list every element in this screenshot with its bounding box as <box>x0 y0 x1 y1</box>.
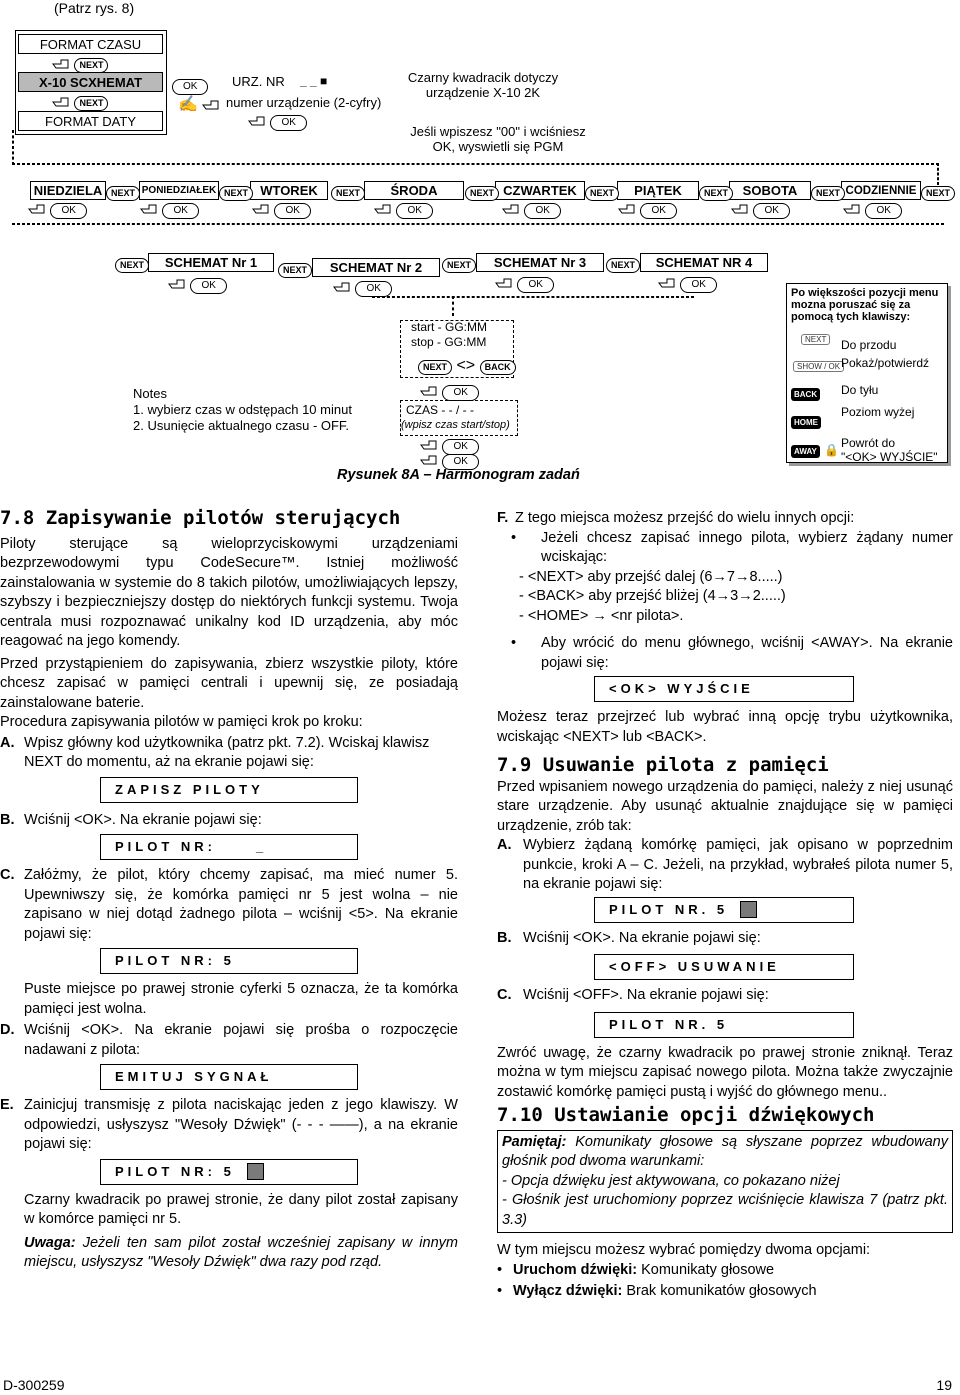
pamietaj-box: Pamiętaj: Komunikaty głosowe są słyszane poprzez wbudowany głośnik pod dwoma warunkami: - Opcja dźwięku jest aktywowana, co pokazano niżej - Głośnik jest uruchomiony poprzez wciśnięcie klawisza 7 (patrz pkt. 3.3) <box>497 1130 953 1234</box>
hand-pointer-icon <box>618 203 636 215</box>
next-key: NEXT <box>442 255 476 273</box>
bullet-item: • Aby wrócić do menu głównego, wciśnij <AWAY>. Na ekranie pojawi się: <box>511 635 953 671</box>
legend-back-key: BACK <box>791 384 820 402</box>
paragraph: Przed przystąpieniem do zapisywania, zbierz wszystkie piloty, które chcesz zapisać w pamięci centrali i upewnij się, ze posiadają zainstalowane baterie. <box>0 655 458 711</box>
numer-urz-label: numer urządzenie (2-cyfry) <box>226 95 382 110</box>
ok-key: OK <box>333 278 392 297</box>
scheme-1: SCHEMAT Nr 1 <box>148 253 274 272</box>
next-key: NEXT <box>606 255 640 273</box>
legend-away-key: AWAY 🔒 <box>791 441 839 459</box>
ok-key: OK <box>420 436 479 455</box>
ok-key: OK <box>168 275 227 294</box>
paragraph: Czarny kwadracik po prawej stronie, że dany pilot został zapisany w komórce pamięci nr 5. <box>24 1191 458 1227</box>
legend-pokaz: Pokaż/potwierdź <box>841 356 930 370</box>
legend-powrot: Powrót do "<OK> WYJŚCIE" <box>841 436 938 464</box>
note-2: 2. Usunięcie aktualnego czasu - OFF. <box>133 418 350 433</box>
legend-title: Po większości pozycji menu mozna poruszać się za pomocą tych klawiszy: <box>791 287 939 323</box>
paragraph: Procedura zapisywania pilotów w pamięci krok po kroku: <box>0 714 363 730</box>
next-key: NEXT <box>921 183 955 201</box>
ok-key: OK <box>28 200 87 219</box>
option-item: • Uruchom dźwięki: Komunikaty głosowe <box>497 1261 775 1278</box>
lcd-display: PILOT NR: _ <box>100 834 358 860</box>
ok-key: OK <box>420 451 479 470</box>
step-d: D. Wciśnij <OK>. Na ekranie pojawi się prośba o rozpoczęcie nadawani z pilota: <box>0 1022 458 1058</box>
czarny-note: Czarny kwadracik dotyczy urządzenie X-10 2K <box>407 70 559 100</box>
legend-home-key: HOME <box>791 412 821 430</box>
header-note: (Patrz rys. 8) <box>54 0 135 16</box>
hand-pointer-icon <box>374 203 392 215</box>
day-czwartek: CZWARTEK <box>495 181 585 200</box>
czas-label: CZAS - - / - - <box>406 403 474 417</box>
lcd-display: PILOT NR: 5 <box>100 1159 358 1185</box>
paragraph: Przed wpisaniem nowego urządzenia do pamięci, należy z niej usunąć stare urządzenie. Aby usunąć aktualnie znajdujące się w pamięci urządzenie, zrób tak: <box>497 778 953 834</box>
urz-digits: _ _ ■ <box>300 74 328 88</box>
bullet-item: • Jeżeli chcesz zapisać innego pilota, wybierz żądany numer wciskając: <box>511 529 953 565</box>
page-number: 19 <box>936 1377 952 1393</box>
option-item: • Wyłącz dźwięki: Brak komunikatów głosowych <box>497 1283 817 1299</box>
day-poniedzialek: PONIEDZIAŁEK <box>139 181 219 200</box>
day-niedziela: NIEDZIELA <box>30 181 106 200</box>
dash-item: - <NEXT> aby przejść dalej (6→7→8.....) <box>519 568 783 585</box>
format-group-frame <box>15 30 167 135</box>
ok-key: OK <box>252 200 311 219</box>
ok-key: OK <box>502 200 561 219</box>
scheme-4: SCHEMAT NR 4 <box>640 253 768 272</box>
notes-title: Notes <box>133 386 167 401</box>
hand-pointer-icon <box>502 203 520 215</box>
dash-item: - <HOME> → <nr pilota>. <box>519 607 684 624</box>
legend-next-key: NEXT <box>801 329 830 347</box>
right-column <box>497 509 953 1302</box>
day-wtorek: WTOREK <box>250 181 328 200</box>
step-c: C. Wciśnij <OFF>. Na ekranie pojawi się: <box>497 987 769 1003</box>
ok-key: OK <box>420 382 479 401</box>
ok-key: OK <box>731 200 790 219</box>
dashed-connector <box>452 296 454 316</box>
hand-pointer-icon <box>333 281 351 293</box>
step-f: F. Z tego miejsca możesz przejść do wielu innych opcji: <box>497 510 855 526</box>
step-a: A. Wpisz główny kod użytkownika (patrz pkt. 7.2). Wciskaj klawisz NEXT do momentu, aż na ekranie pojawi się: <box>0 734 430 770</box>
scheme-3: SCHEMAT Nr 3 <box>476 253 604 272</box>
next-key: NEXT <box>585 183 619 201</box>
ok-key: OK <box>495 274 554 293</box>
dashed-connector <box>372 296 694 298</box>
ok-key-urz: OK <box>248 112 307 131</box>
hand-pointer-icon <box>420 439 438 451</box>
format-daty-box: FORMAT DATY <box>18 111 163 131</box>
hand-pointer-icon <box>731 203 749 215</box>
next-key: NEXT <box>278 260 312 278</box>
notes <box>133 386 352 434</box>
dashed-connector <box>12 130 14 165</box>
day-codziennie: CODZIENNIE <box>841 181 921 200</box>
lcd-display: <OFF> USUWANIE <box>594 954 854 980</box>
paragraph: Piloty sterujące są wieloprzyciskowymi urządzeniami bezprzewodowymi typu CodeSecure™. Istniej możliwość zainstalowania w systemie do 8 takich pilotów, umożliwiających lepszy, szybszy i bezpieczniejszy dostęp do niektórych funkcji systemu. Twoja centrala musi rozpoznawać unikalny kod ID urządzenia, aby móc reagować na jego komendy. <box>0 535 458 649</box>
lcd-display: PILOT NR. 5 <box>594 897 854 923</box>
urz-nr-label: URZ. NR <box>232 74 285 89</box>
hand-pointer-icon <box>140 203 158 215</box>
section-heading-7-8: 7.8 Zapisywanie pilotów sterujących <box>0 507 401 529</box>
day-sobota: SOBOTA <box>729 181 811 200</box>
hand-pointer-icon <box>420 385 438 397</box>
day-piatek: PIĄTEK <box>617 181 699 200</box>
legend-do-przodu: Do przodu <box>841 338 897 352</box>
paragraph: Możesz teraz przejrzeć lub wybrać inną opcję trybu użytkownika, wciskając <NEXT> lub <BACK>. <box>497 709 953 745</box>
next-key: NEXT <box>699 183 733 201</box>
legend-box <box>786 283 948 463</box>
black-square-icon <box>740 901 757 918</box>
lcd-display: ZAPISZ PILOTY <box>100 777 358 803</box>
paragraph: Zwróć uwagę, że czarny kwadracik po prawej stronie zniknął. Teraz można w tym miejscu zapisać nowego pilota. Można także zwyczajnie zostawić komórkę pamięci pustą i wyjść do głównego menu.. <box>497 1044 953 1100</box>
step-e: E. Zainicjuj transmisję z pilota naciskając jeden z jego klawiszy. W odpowiedzi, usłyszysz "Wesoły Dźwięk" (- - - ——), a na ekranie pojawi się: <box>0 1097 458 1152</box>
lcd-display: <OK> WYJŚCIE <box>594 676 854 702</box>
day-sroda: ŚRODA <box>364 181 464 200</box>
stop-label: stop - GG:MM <box>411 335 487 349</box>
hand-pointer-icon <box>248 115 266 127</box>
paragraph: Puste miejsce po prawej stronie cyferki 5 oznacza, że ta komórka pamięci jest wolna. <box>24 981 458 1017</box>
hand-pointer-icon <box>168 278 186 290</box>
step-a: A. Wybierz żądaną komórkę pamięci, jak opisano w poprzednim punkcie, kroki A – C. Jeżeli, na przykład, wybrałeś pilota numer 5, na ekranie pojawi się: <box>497 837 953 892</box>
doc-code: D-300259 <box>3 1377 65 1393</box>
ok-key: OK <box>618 200 677 219</box>
dashed-connector <box>937 163 939 185</box>
ok-key-x10: OK <box>172 76 208 95</box>
figure-caption: Rysunek 8A – Harmonogram zadań <box>337 467 580 483</box>
dash-item: - <BACK> aby przejść bliżej (4→3→2.....) <box>519 588 786 604</box>
next-key: NEXT <box>811 183 845 201</box>
scheme-2: SCHEMAT Nr 2 <box>312 258 440 277</box>
next-key: NEXT <box>115 255 149 273</box>
ok-key: OK <box>140 200 199 219</box>
wpisz-label: (wpisz czas start/stop) <box>401 419 510 431</box>
next-key: NEXT <box>219 183 253 201</box>
hand-pointer-icon <box>28 203 46 215</box>
ok-key: OK <box>843 200 902 219</box>
format-czasu-box: FORMAT CZASU <box>18 34 163 54</box>
x10-box: X-10 SCXHEMAT <box>18 72 163 92</box>
left-column <box>0 509 458 1273</box>
ok-key: OK <box>374 200 433 219</box>
hand-pointer-icon <box>495 277 513 289</box>
step-b: B. Wciśnij <OK>. Na ekranie pojawi się: <box>0 811 262 828</box>
lcd-display: PILOT NR: 5 <box>100 948 358 974</box>
legend-do-tylu: Do tyłu <box>841 383 879 397</box>
lock-icon: 🔒 <box>824 443 840 457</box>
step-b: B. Wciśnij <OK>. Na ekranie pojawi się: <box>497 929 761 946</box>
lcd-display: EMITUJ SYGNAŁ <box>100 1064 358 1090</box>
hand-pointer-icon <box>420 454 438 466</box>
step-c: C. Załóżmy, że pilot, który chcemy zapisać, ma mieć numer 5. Upewniwszy się, że komórka pamięci nr 5 jest wolna – nie zapisano w niej dotąd żadnego pilota – wciśnij <5>. Na ekranie pojawi się: <box>0 867 458 942</box>
uwaga-note: Uwaga: Jeżeli ten sam pilot został wcześniej zapisany w innym miejscu, usłyszysz "Wesoły Dźwięk" dwa razy pod rząd. <box>24 1234 458 1270</box>
next-back-keys: NEXT <> BACK <box>418 357 516 375</box>
hand-pointer-icon <box>843 203 861 215</box>
next-key-1: NEXT <box>52 55 108 73</box>
hand-pointer-icon <box>252 203 270 215</box>
hand-pointer-icon <box>202 96 220 114</box>
section-heading-7-9: 7.9 Usuwanie pilota z pamięci <box>497 754 829 776</box>
section-heading-7-10: 7.10 Ustawianie opcji dźwiękowych <box>497 1104 875 1126</box>
ok-key: OK <box>658 274 717 293</box>
next-key: NEXT <box>465 183 499 201</box>
legend-show-key: SHOW / OK <box>793 356 844 374</box>
black-square-icon <box>247 1163 264 1180</box>
legend-poziom: Poziom wyżej <box>841 405 915 419</box>
jesli-note: Jeśli wpiszesz "00" i wciśniesz OK, wyswietli się PGM <box>410 124 586 154</box>
lcd-display: PILOT NR. 5 <box>594 1012 854 1038</box>
dashed-connector <box>12 163 939 165</box>
next-key: NEXT <box>331 183 365 201</box>
next-key-2: NEXT <box>52 93 108 111</box>
dashed-connector <box>12 223 944 225</box>
note-1: 1. wybierz czas w odstępach 10 minut <box>133 402 352 417</box>
hand-pointer-icon <box>658 277 676 289</box>
next-key: NEXT <box>106 183 140 201</box>
paragraph: W tym miejscu możesz wybrać pomiędzy dwoma opcjami: <box>497 1242 871 1258</box>
start-label: start - GG:MM <box>411 320 487 334</box>
hand-write-icon: ✍ <box>178 96 198 113</box>
